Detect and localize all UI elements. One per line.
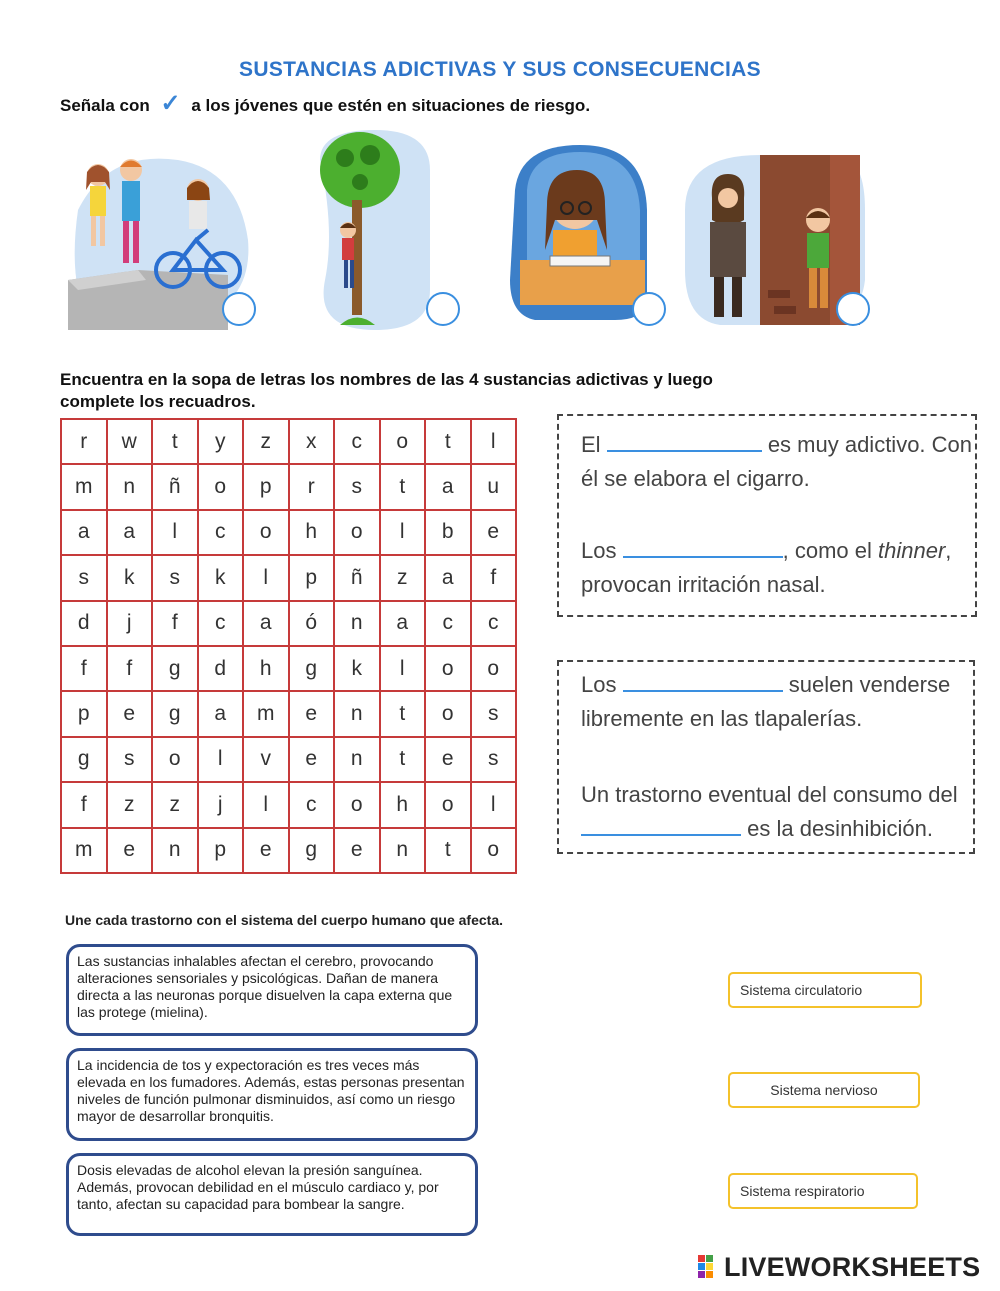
grid-cell[interactable]: t [425,828,471,873]
grid-cell[interactable]: m [243,691,289,736]
grid-cell[interactable]: n [380,828,426,873]
grid-cell[interactable]: t [380,737,426,782]
grid-cell[interactable]: a [425,555,471,600]
grid-cell[interactable]: l [152,510,198,555]
blank-4[interactable] [581,834,741,836]
grid-cell[interactable]: e [107,691,153,736]
grid-row [61,555,516,600]
grid-cell[interactable]: t [380,691,426,736]
grid-cell[interactable]: e [471,510,517,555]
grid-cell[interactable]: o [380,419,426,464]
grid-cell[interactable]: p [198,828,244,873]
instruction-select-start: Señala con [60,96,150,115]
grid-cell[interactable]: l [243,555,289,600]
box1-sentence2-line2: provocan irritación nasal. [581,572,826,597]
grid-row [61,691,516,736]
answer-circle-4[interactable] [836,292,870,326]
grid-cell[interactable]: g [152,691,198,736]
check-icon: ✓ [160,90,181,117]
grid-row [61,737,516,782]
box2-sentence2-line1: Un trastorno eventual del consumo del [581,782,958,807]
grid-cell[interactable]: f [471,555,517,600]
grid-cell[interactable]: m [61,464,107,509]
box1-s1-start: El [581,432,601,457]
grid-cell[interactable]: a [380,601,426,646]
grid-cell[interactable]: z [243,419,289,464]
grid-cell[interactable]: o [334,782,380,827]
grid-cell[interactable]: t [152,419,198,464]
fill-in-box-2 [557,660,975,854]
grid-cell[interactable]: n [152,828,198,873]
grid-cell[interactable]: c [289,782,335,827]
grid-cell[interactable]: l [198,737,244,782]
box2-sentence1-line1 [581,668,950,702]
blank-1[interactable] [607,450,762,452]
grid-cell[interactable]: e [289,691,335,736]
grid-cell[interactable]: l [471,782,517,827]
grid-cell[interactable]: ñ [152,464,198,509]
box1-s1-mid: es muy adictivo. Con [767,432,973,457]
instruction-word-search [60,366,920,410]
studying-illustration [505,130,655,330]
grid-cell[interactable]: p [289,555,335,600]
grid-cell[interactable]: f [61,782,107,827]
grid-cell[interactable]: o [425,782,471,827]
grid-cell[interactable]: s [61,555,107,600]
paragraph-tobacco[interactable]: La incidencia de tos y expectoración es tres veces más elevada en los fumadores. Además, estas personas presentan niveles de función pulmonar disminuidos, así como un riesgo mayor de desarrollar bronquitis. [66,1048,478,1141]
grid-cell[interactable]: u [471,464,517,509]
box1-sentence1-line2: él se elabora el cigarro. [581,466,810,491]
grid-cell[interactable]: w [107,419,153,464]
grid-cell[interactable]: n [107,464,153,509]
grid-cell[interactable]: s [334,464,380,509]
grid-cell[interactable]: o [425,646,471,691]
grid-cell[interactable]: o [425,691,471,736]
box1-sentence2-line1 [581,534,951,568]
grid-cell[interactable]: v [243,737,289,782]
grid-cell[interactable]: a [61,510,107,555]
box2-s1-start: Los [581,672,617,697]
grid-row [61,464,516,509]
grid-cell[interactable]: c [198,601,244,646]
grid-cell[interactable]: o [198,464,244,509]
answer-circle-3[interactable] [632,292,666,326]
grid-row [61,828,516,873]
grid-cell[interactable]: l [243,782,289,827]
grid-cell[interactable]: c [334,419,380,464]
grid-cell[interactable]: n [334,737,380,782]
box1-s2-mid: , como el [782,538,872,563]
grid-cell[interactable]: d [198,646,244,691]
word-search-grid[interactable] [60,418,517,874]
instruction-word-search-line2: complete los recuadros. [60,392,256,411]
grid-cell[interactable]: j [107,601,153,646]
instruction-select [60,89,590,118]
grid-cell[interactable]: s [471,737,517,782]
grid-cell[interactable]: e [289,737,335,782]
grid-cell[interactable]: b [425,510,471,555]
grid-row [61,419,516,464]
grid-cell[interactable]: s [471,691,517,736]
grid-cell[interactable]: l [471,419,517,464]
grid-cell[interactable]: o [471,646,517,691]
grid-cell[interactable]: r [289,464,335,509]
instruction-match: Une cada trastorno con el sistema del cuerpo humano que afecta. [65,912,504,928]
grid-cell[interactable]: k [198,555,244,600]
box1-sentence1-line1 [581,428,972,462]
grid-cell[interactable]: y [198,419,244,464]
liveworksheets-logo-icon [698,1255,722,1279]
liveworksheets-logo [698,1252,980,1283]
box2-sentence2-line2 [581,812,933,846]
grid-cell[interactable]: e [425,737,471,782]
system-nervous[interactable]: Sistema nervioso [728,1072,920,1108]
grid-cell[interactable]: g [289,828,335,873]
grid-cell[interactable]: g [289,646,335,691]
grid-cell[interactable]: ó [289,601,335,646]
grid-cell[interactable]: g [152,646,198,691]
instruction-select-end: a los jóvenes que estén en situaciones de riesgo. [191,96,591,115]
grid-cell[interactable]: a [243,601,289,646]
grid-cell[interactable]: f [61,646,107,691]
grid-cell[interactable]: o [243,510,289,555]
fill-in-box-1 [557,414,977,617]
grid-row [61,601,516,646]
grid-cell[interactable]: o [152,737,198,782]
system-circulatory[interactable]: Sistema circulatorio [728,972,922,1008]
box1-s2-thinner: thinner [878,538,946,563]
liveworksheets-logo-text: LIVEWORKSHEETS [724,1252,981,1282]
grid-cell[interactable]: n [334,601,380,646]
paragraph-alcohol[interactable]: Dosis elevadas de alcohol elevan la presión sanguínea. Además, provocan debilidad en el músculo cardiaco y, por tanto, afectan su capacidad para bombear la sangre. [66,1153,478,1236]
grid-cell[interactable]: c [471,601,517,646]
blank-3[interactable] [623,690,783,692]
grid-cell[interactable]: a [425,464,471,509]
grid-cell[interactable]: s [107,737,153,782]
box1-s2-comma: , [945,538,952,563]
grid-cell[interactable]: p [243,464,289,509]
grid-row [61,782,516,827]
grid-cell[interactable]: f [107,646,153,691]
grid-cell[interactable]: e [243,828,289,873]
grid-cell[interactable]: h [380,782,426,827]
paragraph-inhalables[interactable]: Las sustancias inhalables afectan el cerebro, provocando alteraciones sensoriales y psicológicas. Dañan de manera directa a las neuronas porque disuelven la capa externa que las protege (mielina). [66,944,478,1036]
grid-cell[interactable]: a [107,510,153,555]
blank-2[interactable] [623,556,783,558]
grid-cell[interactable]: k [107,555,153,600]
box2-s1-mid: suelen venderse [788,672,951,697]
grid-cell[interactable]: s [152,555,198,600]
grid-cell[interactable]: x [289,419,335,464]
grid-cell[interactable]: z [107,782,153,827]
instruction-word-search-line1: Encuentra en la sopa de letras los nombres de las 4 sustancias adictivas y luego [60,370,713,389]
grid-cell[interactable]: ñ [334,555,380,600]
grid-cell[interactable]: e [107,828,153,873]
grid-cell[interactable]: p [61,691,107,736]
system-respiratory[interactable]: Sistema respiratorio [728,1173,918,1209]
grid-cell[interactable]: g [61,737,107,782]
grid-cell[interactable]: o [471,828,517,873]
box2-s2-end: es la desinhibición. [747,816,934,841]
grid-cell[interactable]: t [425,419,471,464]
grid-cell[interactable]: k [334,646,380,691]
grid-row [61,510,516,555]
grid-row [61,646,516,691]
grid-cell[interactable]: c [425,601,471,646]
grid-cell[interactable]: n [334,691,380,736]
grid-cell[interactable]: l [380,646,426,691]
grid-cell[interactable]: z [380,555,426,600]
grid-cell[interactable]: h [243,646,289,691]
answer-circle-2[interactable] [426,292,460,326]
worksheet-title: SUSTANCIAS ADICTIVAS Y SUS CONSECUENCIAS [239,58,761,81]
scene-studying [505,130,655,330]
grid-cell[interactable]: l [380,510,426,555]
box1-s2-start: Los [581,538,617,563]
answer-circle-1[interactable] [222,292,256,326]
grid-cell[interactable]: c [198,510,244,555]
box2-sentence1-line2: libremente en las tlapalerías. [581,706,863,731]
grid-cell[interactable]: m [61,828,107,873]
grid-cell[interactable]: t [380,464,426,509]
grid-cell[interactable]: r [61,419,107,464]
grid-cell[interactable]: o [334,510,380,555]
grid-cell[interactable]: j [198,782,244,827]
grid-cell[interactable]: d [61,601,107,646]
grid-cell[interactable]: z [152,782,198,827]
grid-cell[interactable]: f [152,601,198,646]
grid-cell[interactable]: e [334,828,380,873]
grid-cell[interactable]: a [198,691,244,736]
grid-cell[interactable]: h [289,510,335,555]
